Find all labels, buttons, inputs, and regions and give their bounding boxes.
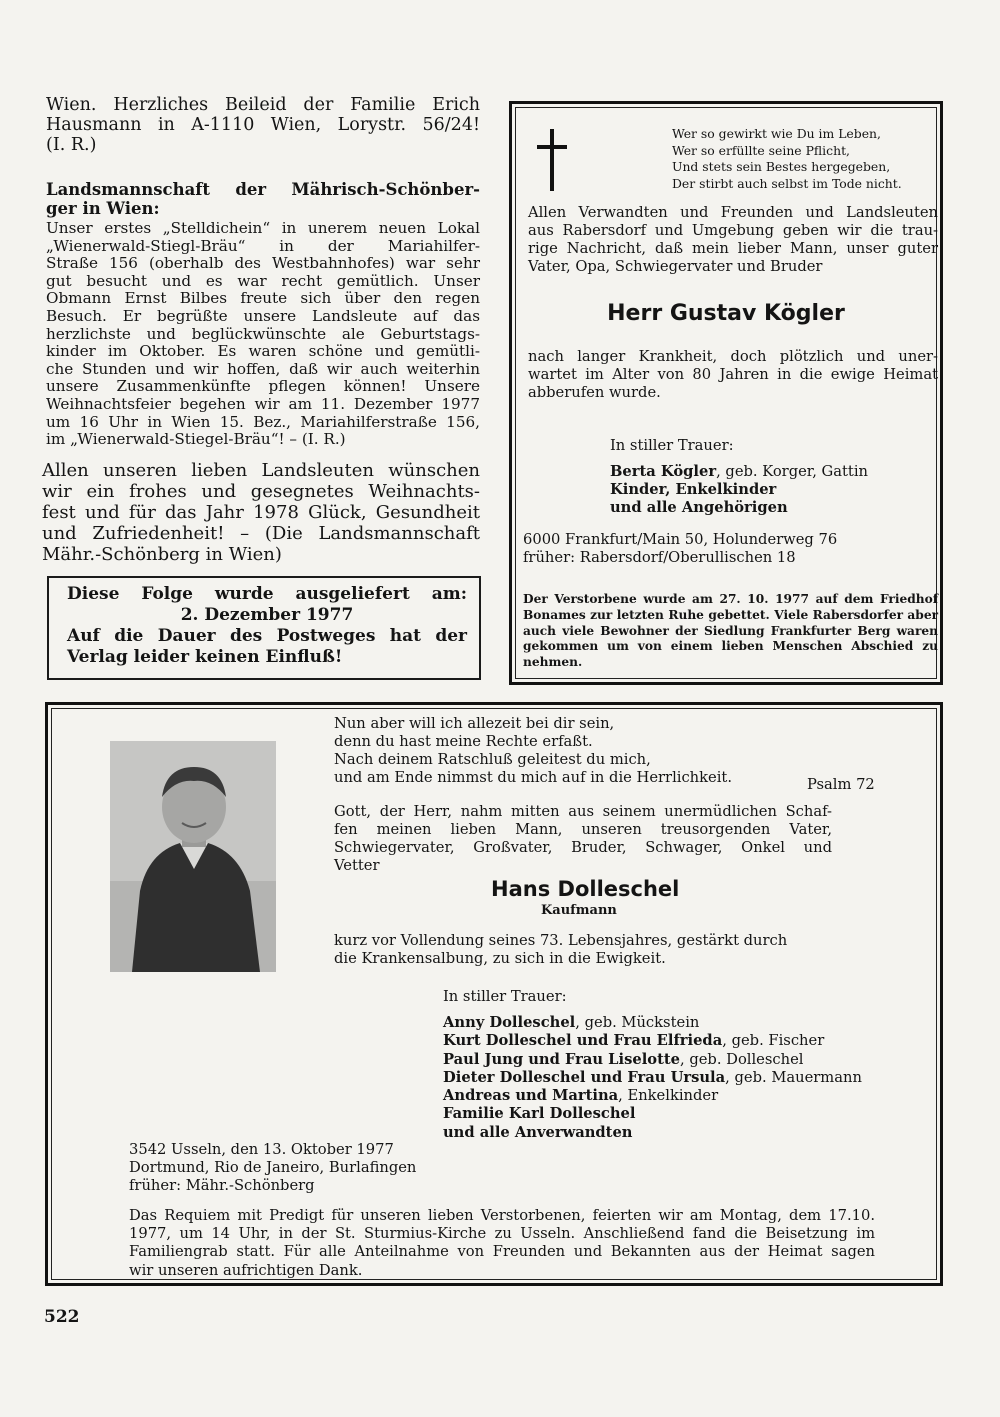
text-line: unsere Zusammenkünfte pflegen können! Unsere <box>46 377 480 396</box>
psalm-line: und am Ende nimmst du mich auf in die Herrlichkeit. <box>334 769 733 786</box>
text-line: gekommen um von einem lieben Menschen Abschied zu <box>523 639 938 654</box>
text-line: auch viele Bewohner der Siedlung Frankfurter Berg waren <box>523 623 938 638</box>
obituary-koegler <box>509 101 943 685</box>
text-line: Schwiegervater, Großvater, Bruder, Schwager, Onkel und <box>334 839 832 856</box>
text-line: Der Verstorbene wurde am 27. 10. 1977 auf dem Friedhof <box>523 592 938 606</box>
text-line: wartet im Alter von 80 Jahren in die ewige Heimat <box>528 366 938 383</box>
mourning-label: In stiller Trauer: <box>610 437 734 454</box>
portrait-photo <box>110 741 276 972</box>
text-line: aus Rabersdorf und Umgebung geben wir die trau- <box>528 222 938 239</box>
text-line: wir ein frohes und gesegnetes Weihnachts- <box>42 481 480 502</box>
mourner-name: Kinder, Enkelkinder <box>610 481 777 498</box>
text-line: gut besucht und es war recht gemütlich. Unser <box>46 271 480 290</box>
mourner-name: Andreas und Martina <box>443 1087 619 1105</box>
text-line: che Stunden und wir hoffen, daß wir auch weiterhin <box>46 359 480 378</box>
condolence-paragraph <box>46 95 480 155</box>
mourner-entry <box>610 481 930 499</box>
psalm-line: Nun aber will ich allezeit bei dir sein, <box>334 715 615 732</box>
mourner-detail: , geb. Fischer <box>722 1032 825 1050</box>
mourner-detail: , geb. Dolleschel <box>680 1050 804 1068</box>
text-line: Familiengrab statt. Für alle Anteilnahme von Freunden und Bekannten aus der Heimat sagen <box>129 1243 875 1261</box>
mourner-name: und alle Anverwandten <box>443 1123 633 1141</box>
christmas-greeting <box>42 460 480 565</box>
text-line: Vater, Opa, Schwiegervater und Bruder <box>528 258 823 275</box>
mourner-name: Kurt Dolleschel und Frau Elfrieda <box>443 1032 723 1050</box>
requiem-note <box>129 1207 875 1280</box>
obituary-intro <box>528 204 938 276</box>
landsmannschaft-report <box>46 220 480 449</box>
obituary-death-text <box>334 932 854 968</box>
text-line: um 16 Uhr in Wien 15. Bez., Mariahilferstraße 156, <box>46 412 480 431</box>
text-line: früher: Rabersdorf/Oberullischen 18 <box>523 549 796 566</box>
text-line: abberufen wurde. <box>528 384 661 401</box>
delivery-notice-box <box>47 576 481 680</box>
obituary-poem <box>672 126 934 192</box>
text-line: wir unseren aufrichtigen Dank. <box>129 1261 363 1279</box>
text-line: 3542 Usseln, den 13. Oktober 1977 <box>129 1141 394 1158</box>
heading-line: ger in Wien: <box>46 199 160 218</box>
text-line: Unser erstes „Stelldichein“ in unerem neuen Lokal <box>46 219 480 237</box>
text-line: (I. R.) <box>46 135 97 155</box>
text-line: rige Nachricht, daß mein lieber Mann, unser guter <box>528 240 938 257</box>
poem-line: Der stirbt auch selbst im Tode nicht. <box>672 175 902 191</box>
text-line: Allen Verwandten und Freunden und Landsleuten <box>528 204 938 221</box>
poem-line: Wer so erfüllte seine Pflicht, <box>672 142 850 158</box>
text-line: Obmann Ernst Bilbes freute sich über den regen <box>46 289 480 308</box>
deceased-name: Hans Dolleschel <box>491 877 680 901</box>
text-line: Vetter <box>334 857 380 874</box>
poem-line: Wer so gewirkt wie Du im Leben, <box>672 126 881 141</box>
text-line: im „Wienerwald-Stiegel-Bräu“! – (I. R.) <box>46 430 346 449</box>
text-line: 1977, um 14 Uhr, in der St. Sturmius-Kirche zu Usseln. Anschließend fand die Beisetzung im <box>129 1225 875 1243</box>
page-number: 522 <box>44 1307 80 1327</box>
text-line: Gott, der Herr, nahm mitten aus seinem unermüdlichen Schaf- <box>334 803 832 820</box>
text-line: Hausmann in A-1110 Wien, Lorystr. 56/24! <box>46 115 480 135</box>
mourner-entry <box>443 1051 903 1069</box>
text-line: 6000 Frankfurt/Main 50, Holunderweg 76 <box>523 531 838 548</box>
burial-note <box>523 592 938 671</box>
deceased-occupation: Kaufmann <box>541 903 617 918</box>
delivery-line: Verlag leider keinen Einfluß! <box>67 647 343 667</box>
mourner-name: Anny Dolleschel <box>443 1014 576 1031</box>
mourner-detail: , geb. Korger, Gattin <box>716 463 868 480</box>
mourner-entry <box>443 1032 903 1050</box>
text-line: Besuch. Er begrüßte unsere Landsleute auf das <box>46 306 480 325</box>
cross-icon <box>537 129 567 191</box>
mourner-entry <box>443 1069 903 1087</box>
obituary-address <box>523 531 938 567</box>
text-line: Allen unseren lieben Landsleuten wünschen <box>42 460 480 481</box>
mourning-label: In stiller Trauer: <box>443 988 567 1005</box>
text-line: Bonames zur letzten Ruhe gebettet. Viele Rabersdorfer aber <box>523 607 938 622</box>
poem-line: Und stets sein Bestes hergegeben, <box>672 159 891 174</box>
mourner-detail: , Enkelkinder <box>618 1087 719 1105</box>
psalm-line: Nach deinem Ratschluß geleitest du mich, <box>334 751 651 768</box>
mourner-name: und alle Angehörigen <box>610 499 788 516</box>
text-line: Dortmund, Rio de Janeiro, Burlafingen <box>129 1159 417 1176</box>
obituary-dolleschel <box>45 702 943 1286</box>
text-line: „Wienerwald-Stiegl-Bräu“ in der Mariahilfer- <box>46 236 480 255</box>
psalm-line: denn du hast meine Rechte erfaßt. <box>334 733 593 750</box>
text-line: fen meinen lieben Mann, unseren treusorgenden Vater, <box>334 821 832 838</box>
obituary-address <box>129 1141 429 1195</box>
text-line: nach langer Krankheit, doch plötzlich und uner- <box>528 348 938 365</box>
mourner-name: Berta Kögler <box>610 463 717 480</box>
mourner-entry <box>443 1087 903 1105</box>
obituary-intro <box>334 803 832 875</box>
text-line: Das Requiem mit Predigt für unseren lieben Verstorbenen, feierten wir am Montag, dem 17.10. <box>129 1207 875 1224</box>
text-line: Weihnachtsfeier begehen wir am 11. Dezember 1977 <box>46 394 480 413</box>
mourner-detail: , geb. Mückstein <box>575 1014 700 1031</box>
text-line: kurz vor Vollendung seines 73. Lebensjahres, gestärkt durch <box>334 932 788 949</box>
mourner-entry <box>610 499 930 517</box>
delivery-line: Auf die Dauer des Postweges hat der <box>67 626 467 646</box>
text-line: nehmen. <box>523 655 583 670</box>
mourner-detail: , geb. Mauermann <box>725 1068 862 1086</box>
mourners-list <box>443 1014 903 1142</box>
landsmannschaft-heading <box>46 180 480 218</box>
mourner-entry <box>443 1124 903 1142</box>
mourner-entry <box>610 463 930 481</box>
text-line: Wien. Herzliches Beileid der Familie Erich <box>46 95 480 115</box>
heading-line: Landsmannschaft der Mährisch-Schönber- <box>46 180 480 199</box>
text-line: früher: Mähr.-Schönberg <box>129 1177 315 1194</box>
text-line: fest und für das Jahr 1978 Glück, Gesundheit <box>42 502 480 523</box>
delivery-line: Diese Folge wurde ausgeliefert am: <box>67 584 467 604</box>
psalm-reference: Psalm 72 <box>807 776 875 793</box>
mourner-name: Dieter Dolleschel und Frau Ursula <box>443 1068 726 1086</box>
text-line: herzlichste und beglückwünschte ale Geburtstags- <box>46 324 480 343</box>
obituary-death-text <box>528 348 938 402</box>
deceased-name: Herr Gustav Kögler <box>607 301 845 326</box>
mourner-name: Paul Jung und Frau Liselotte <box>443 1050 680 1068</box>
text-line: die Krankensalbung, zu sich in die Ewigkeit. <box>334 950 666 967</box>
text-line: und Zufriedenheit! – (Die Landsmannschaft <box>42 523 480 544</box>
text-line: kinder im Oktober. Es waren schöne und gemütli- <box>46 342 480 361</box>
mourner-entry <box>443 1105 903 1123</box>
mourner-name: Familie Karl Dolleschel <box>443 1105 636 1123</box>
text-line: Mähr.-Schönberg in Wien) <box>42 544 282 565</box>
mourner-entry <box>443 1014 903 1032</box>
mourners-list <box>610 437 930 517</box>
delivery-date: 2. Dezember 1977 <box>180 605 354 625</box>
text-line: Straße 156 (oberhalb des Westbahnhofes) war sehr <box>46 254 480 273</box>
